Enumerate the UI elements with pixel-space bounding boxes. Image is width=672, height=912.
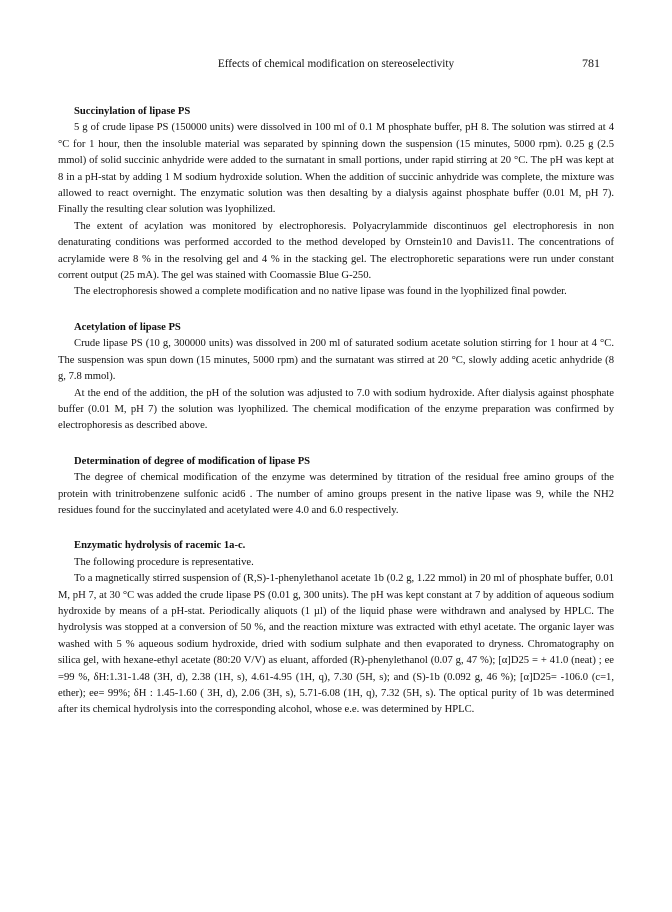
paragraph: 5 g of crude lipase PS (150000 units) were dissolved in 100 ml of 0.1 M phosphate buffer, pH 8. The solution was stirred at 4 °C for 1 hour, then the insoluble material was separated by spinning down the suspension (15 minutes, 5000 rpm). 0.25 g (2.5 mmol) of solid succinic anhydride were added to the surnatant in small portions, under rapid stirring at 20 °C. The pH was kept at 8 in a pH-stat by adding 1 M sodium hydroxide solution. When the addition of succinic anhydride was complete, the mixture was allowed to react overnight. The enzymatic solution was then desalting by a dialysis against phosphate buffer (0.01 M, pH 7). Finally the resulting clear solution was lyophilized. bbox=[58, 122, 614, 216]
section-heading: Enzymatic hydrolysis of racemic 1a-c. bbox=[74, 540, 246, 552]
running-header bbox=[0, 58, 672, 74]
paragraph: The electrophoresis showed a complete modification and no native lipase was found in the lyophilized final powder. bbox=[74, 286, 567, 298]
section-succinylation bbox=[58, 104, 614, 301]
document-body bbox=[58, 104, 614, 719]
section-heading: Succinylation of lipase PS bbox=[74, 106, 191, 117]
running-title: Effects of chemical modification on stereoselectivity bbox=[217, 58, 455, 70]
paragraph: At the end of the addition, the pH of the solution was adjusted to 7.0 with sodium hydroxide. After dialysis against phosphate buffer (0.01 M, pH 7) the solution was lyophilized. The chemical modification of the enzyme preparation was confirmed by electrophoresis as described above. bbox=[58, 387, 614, 432]
paragraph: To a magnetically stirred suspension of (R,S)-1-phenylethanol acetate 1b (0.2 g, 1.22 mmol) in 20 ml of phosphate buffer, 0.01 M, pH 7, at 30 °C was added the crude lipase PS (0.01 g, 300 units). The pH was kept constant at 7 by addition of aqueous sodium hydroxide by means of a pH-stat. Periodically aliquots (1 µl) of the liquid phase were withdrawn and analysed by HPLC. The hydrolysis was stopped at a conversion of 50 %, and the reaction mixture was extracted with ethyl acetate. The organic layer was washed with 5 % aqueous sodium hydroxide, dried with sodium sulphate and then evaporated to dryness. Chromatography on silica gel, with hexane-ethyl acetate (80:20 V/V) as eluant, afforded (R)-phenylethanol (0.07 g, 47 %); [α]D25 = + 41.0 (neat) ; ee =99 %, δH:1.31-1.48 (3H, d), 2.38 (1H, s), 4.61-4.95 (1H, q), 7.30 (5H, s); and (S)-1b (0.092 g, 46 %); [α]D25= -106.0 (c=1, ether); ee= 99%; δH : 1.45-1.60 ( 3H, d), 2.06 (3H, s), 5.71-6.08 (1H, q), 7.32 (5H, s). The optical purity of 1b was determined after its chemical hydrolysis into the corresponding alcohol, whose e.e. was determined by HPLC. bbox=[58, 573, 614, 716]
page-number: 781 bbox=[582, 56, 600, 70]
paragraph: The degree of chemical modification of the enzyme was determined by titration of the residual free amino groups of the protein with trinitrobenzene sulfonic acid6 . The number of amino groups present in the native lipase was 9, while the NH2 residues found for the succinylated and acetylated were 4.0 and 6.0 respectively. bbox=[58, 472, 614, 516]
section-heading: Acetylation of lipase PS bbox=[74, 321, 181, 333]
paragraph: The following procedure is representative. bbox=[74, 556, 254, 568]
section-heading: Determination of degree of modification of lipase PS bbox=[74, 455, 311, 467]
section-acetylation bbox=[58, 320, 614, 435]
section-degree-of-modification bbox=[58, 454, 614, 520]
section-enzymatic-hydrolysis bbox=[58, 538, 614, 718]
paragraph: Crude lipase PS (10 g, 300000 units) was dissolved in 200 ml of saturated sodium acetate solution stirring for 1 hour at 4 °C. The suspension was spun down (15 minutes, 5000 rpm) and the surnatant was stirred at 20 °C, slowly adding acetic anhydride (8 g, 7.8 mmol). bbox=[58, 338, 614, 383]
paragraph: The extent of acylation was monitored by electrophoresis. Polyacrylammide discontinuos gel electrophoresis in non denaturating conditions was performed accorded to the method developed by Ornstein10 and Davis11. The concentrations of acrylamide were 8 % in the resolving gel and 4 % in the stacking gel. The electrophoretic separations were run under constant corrent output (25 mA). The gel was stained with Coomassie Blue G-250. bbox=[58, 220, 614, 282]
